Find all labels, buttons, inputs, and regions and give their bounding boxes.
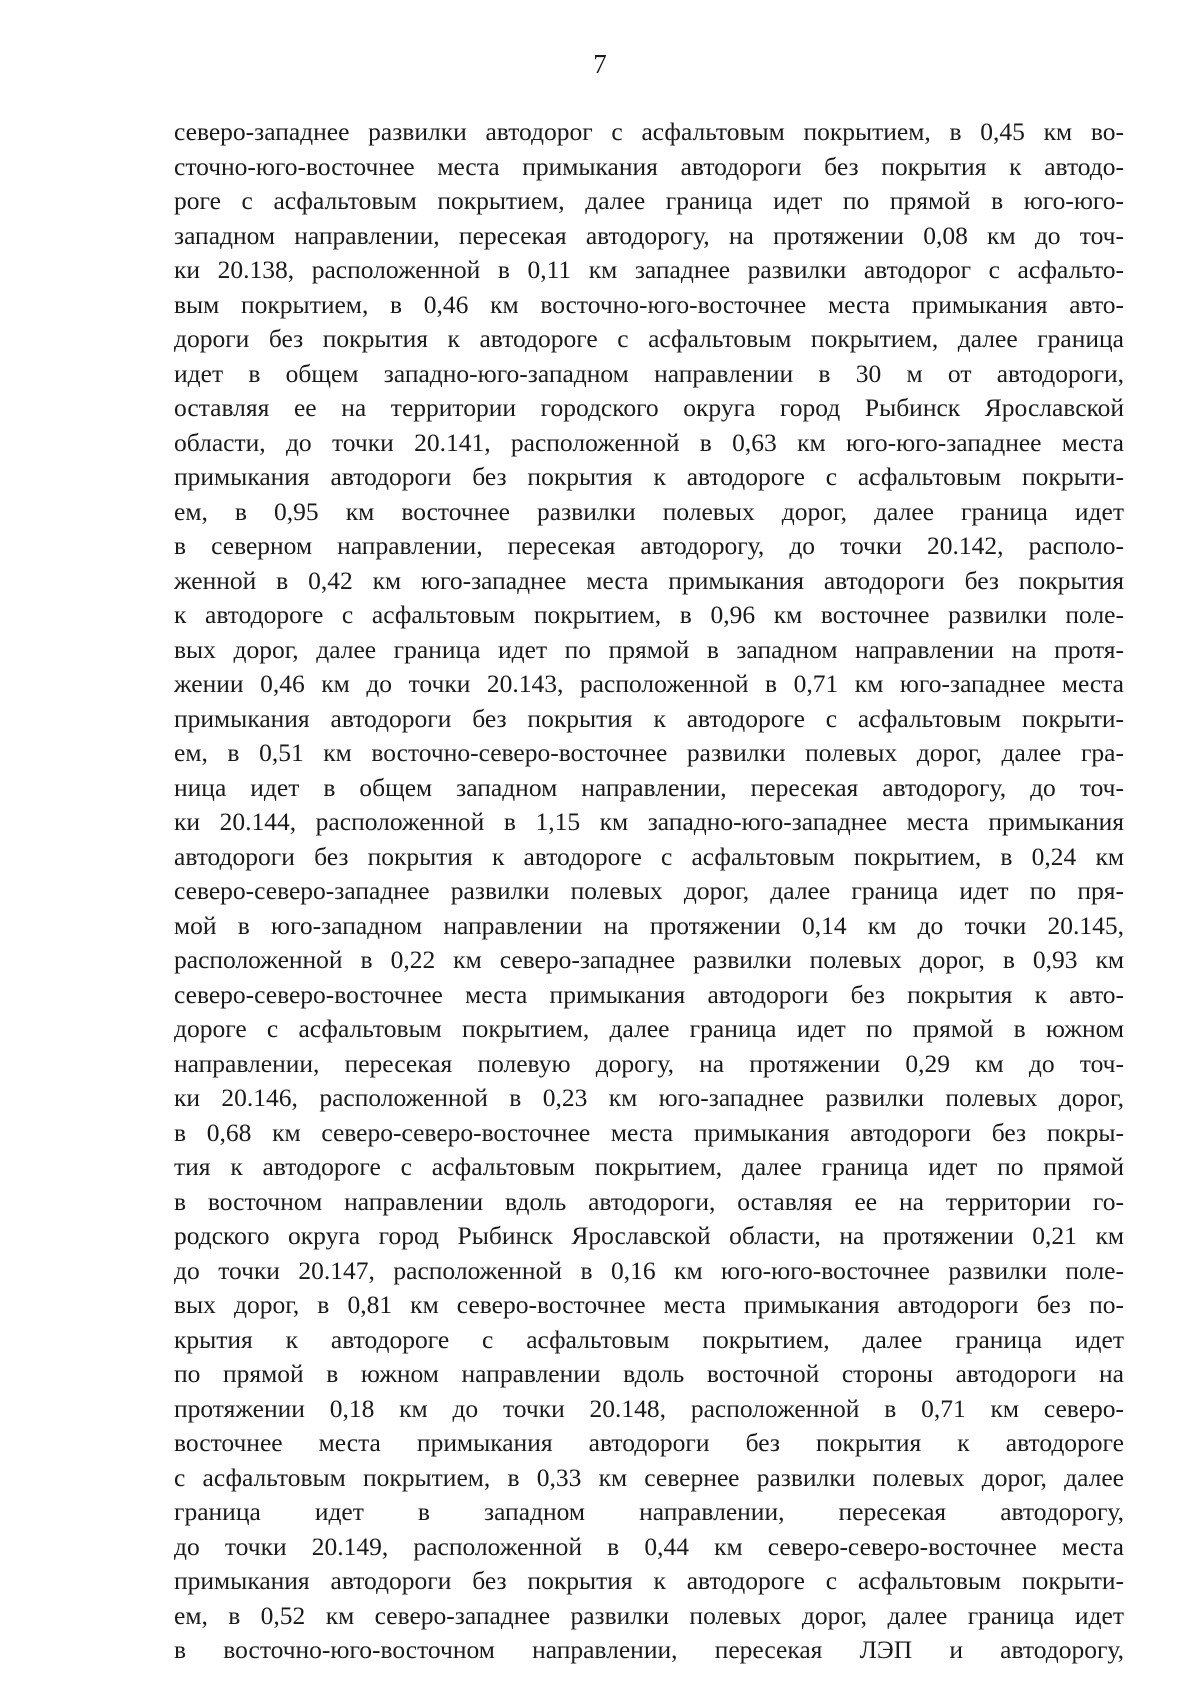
- text-line: идет в общем западно-юго-западном направлении в 30 м от автодороги,: [174, 358, 1124, 388]
- text-line: до точки 20.149, расположенной в 0,44 км северо-северо-восточнее места: [174, 1531, 1124, 1561]
- text-line: по прямой в южном направлении вдоль восточной стороны автодороги на: [174, 1359, 1124, 1388]
- text-line: западном направлении, пересекая автодорогу, на протяжении 0,08 км до точ-: [174, 220, 1124, 250]
- text-line: ки 20.138, расположенной в 0,11 км западнее развилки автодорог с асфальто-: [174, 255, 1124, 284]
- text-line: дороге с асфальтовым покрытием, далее граница идет по прямой в южном: [174, 1014, 1124, 1043]
- text-line: женной в 0,42 км юго-западнее места примыкания автодороги без покрытия: [174, 565, 1124, 595]
- text-line: автодороги без покрытия к автодороге с асфальтовым покрытием, в 0,24 км: [174, 841, 1124, 871]
- text-line: оставляя ее на территории городского округа город Рыбинск Ярославской: [174, 393, 1124, 422]
- text-line: жении 0,46 км до точки 20.143, расположенной в 0,71 км юго-западнее места: [174, 669, 1124, 698]
- text-line: до точки 20.147, расположенной в 0,16 км юго-юго-восточнее развилки поле-: [174, 1255, 1124, 1285]
- text-line: дороги без покрытия к автодороге с асфальтовым покрытием, далее граница: [174, 324, 1124, 353]
- text-line: крытия к автодороге с асфальтовым покрытием, далее граница идет: [174, 1324, 1124, 1354]
- text-line: в 0,68 км северо-северо-восточнее места примыкания автодороги без покры-: [174, 1117, 1124, 1147]
- text-line: роге с асфальтовым покрытием, далее граница идет по прямой в юго-юго-: [174, 186, 1124, 215]
- text-line: вых дорог, в 0,81 км северо-восточнее места примыкания автодороги без по-: [174, 1290, 1124, 1319]
- text-line: восточнее места примыкания автодороги без покрытия к автодороге: [174, 1428, 1124, 1457]
- text-line: ем, в 0,95 км восточнее развилки полевых дорог, далее граница идет: [174, 496, 1124, 526]
- text-line: с асфальтовым покрытием, в 0,33 км севернее развилки полевых дорог, далее: [174, 1462, 1124, 1492]
- text-line: в восточном направлении вдоль автодороги, оставляя ее на территории го-: [174, 1186, 1124, 1216]
- body-text: [174, 115, 1124, 1668]
- text-line: протяжении 0,18 км до точки 20.148, расположенной в 0,71 км северо-: [174, 1393, 1124, 1423]
- text-line: примыкания автодороги без покрытия к автодороге с асфальтовым покрыти-: [174, 703, 1124, 733]
- text-line: ница идет в общем западном направлении, пересекая автодорогу, до точ-: [174, 772, 1124, 802]
- page-number: 7: [593, 49, 607, 79]
- text-line: направлении, пересекая полевую дорогу, на протяжении 0,29 км до точ-: [174, 1048, 1124, 1078]
- text-line: тия к автодороге с асфальтовым покрытием, далее граница идет по прямой: [174, 1152, 1124, 1181]
- text-line: расположенной в 0,22 км северо-западнее развилки полевых дорог, в 0,93 км: [174, 945, 1124, 974]
- text-line: ки 20.146, расположенной в 0,23 км юго-западнее развилки полевых дорог,: [174, 1083, 1124, 1112]
- text-line: сточно-юго-восточнее места примыкания автодороги без покрытия к автодо-: [174, 151, 1124, 181]
- text-line: в восточно-юго-восточном направлении, пересекая ЛЭП и автодорогу,: [174, 1635, 1124, 1664]
- text-line: мой в юго-западном направлении на протяжении 0,14 км до точки 20.145,: [174, 910, 1124, 940]
- text-line: примыкания автодороги без покрытия к автодороге с асфальтовым покрыти-: [174, 462, 1124, 491]
- text-line: примыкания автодороги без покрытия к автодороге с асфальтовым покрыти-: [174, 1566, 1124, 1595]
- text-line: в северном направлении, пересекая автодорогу, до точки 20.142, располо-: [174, 531, 1124, 560]
- text-line: северо-северо-восточнее места примыкания автодороги без покрытия к авто-: [174, 979, 1124, 1009]
- text-line: северо-западнее развилки автодорог с асфальтовым покрытием, в 0,45 км во-: [174, 117, 1124, 146]
- text-line: к автодороге с асфальтовым покрытием, в 0,96 км восточнее развилки поле-: [174, 600, 1124, 629]
- text-line: вых дорог, далее граница идет по прямой в западном направлении на протя-: [174, 634, 1124, 664]
- text-line: ем, в 0,51 км восточно-северо-восточнее развилки полевых дорог, далее гра-: [174, 738, 1124, 767]
- text-line: ем, в 0,52 км северо-западнее развилки полевых дорог, далее граница идет: [174, 1600, 1124, 1630]
- text-line: северо-северо-западнее развилки полевых дорог, далее граница идет по пря-: [174, 876, 1124, 905]
- text-line: родского округа город Рыбинск Ярославской области, на протяжении 0,21 км: [174, 1221, 1124, 1250]
- text-line: граница идет в западном направлении, пересекая автодорогу,: [174, 1497, 1124, 1526]
- text-line: вым покрытием, в 0,46 км восточно-юго-восточнее места примыкания авто-: [174, 289, 1124, 319]
- text-line: ки 20.144, расположенной в 1,15 км западно-юго-западнее места примыкания: [174, 807, 1124, 836]
- text-line: области, до точки 20.141, расположенной в 0,63 км юго-юго-западнее места: [174, 427, 1124, 457]
